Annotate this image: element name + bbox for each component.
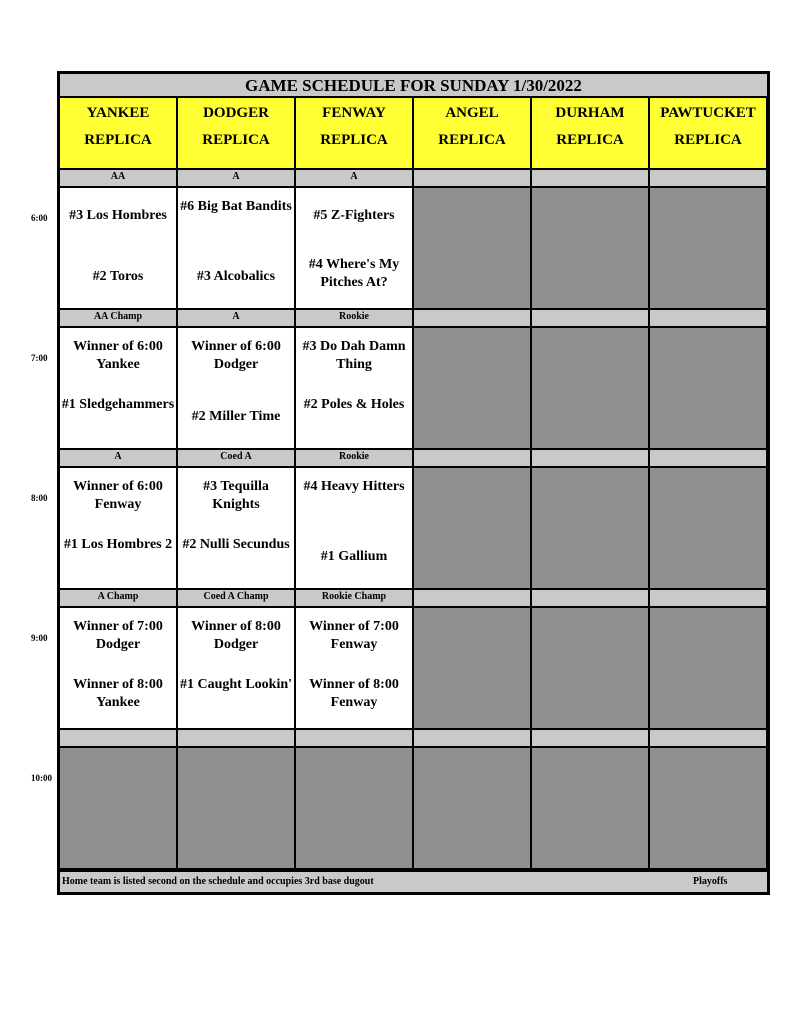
field-name: ANGEL	[445, 105, 499, 121]
division-label: AA	[58, 168, 178, 188]
game-cell	[58, 606, 178, 730]
visiting-team: #6 Big Bat Bandits	[180, 199, 292, 214]
empty-game-cell	[530, 606, 650, 730]
division-label	[648, 448, 768, 468]
schedule-footer	[60, 870, 767, 892]
division-label: A Champ	[58, 588, 178, 608]
field-header	[412, 96, 532, 170]
division-label	[412, 728, 532, 748]
division-label	[530, 588, 650, 608]
time-label: 9:00	[31, 633, 48, 643]
empty-game-cell	[412, 606, 532, 730]
division-label	[648, 728, 768, 748]
field-header	[176, 96, 296, 170]
game-cell	[176, 326, 296, 450]
division-label: A	[176, 308, 296, 328]
field-name: FENWAY	[322, 105, 386, 121]
home-team: #4 Where's My Pitches At?	[308, 257, 400, 290]
field-name: PAWTUCKET	[660, 105, 756, 121]
empty-game-cell	[648, 466, 768, 590]
field-subtitle: REPLICA	[674, 132, 742, 148]
game-cell	[176, 466, 296, 590]
time-label: 10:00	[31, 773, 52, 783]
field-subtitle: REPLICA	[556, 132, 624, 148]
empty-game-cell	[294, 746, 414, 870]
visiting-team: Winner of 7:00 Fenway	[309, 619, 399, 652]
visiting-team: #3 Tequilla Knights	[203, 479, 269, 512]
empty-game-cell	[648, 606, 768, 730]
division-label	[412, 448, 532, 468]
visiting-team: #3 Los Hombres	[69, 208, 167, 223]
home-team: #2 Poles & Holes	[303, 397, 405, 412]
game-cell	[58, 466, 178, 590]
visiting-team: #4 Heavy Hitters	[303, 479, 405, 494]
empty-game-cell	[530, 466, 650, 590]
division-label: Rookie Champ	[294, 588, 414, 608]
empty-game-cell	[176, 746, 296, 870]
empty-game-cell	[412, 466, 532, 590]
division-label	[412, 588, 532, 608]
playoffs-label: Playoffs	[693, 876, 728, 887]
division-label	[530, 448, 650, 468]
division-label	[648, 588, 768, 608]
time-label: 6:00	[31, 213, 48, 223]
game-cell	[294, 466, 414, 590]
visiting-team: #5 Z-Fighters	[313, 208, 395, 223]
visiting-team: Winner of 8:00 Dodger	[191, 619, 281, 652]
division-label: A	[176, 168, 296, 188]
visiting-team: #3 Do Dah Damn Thing	[302, 339, 406, 372]
field-subtitle: REPLICA	[320, 132, 388, 148]
empty-game-cell	[648, 746, 768, 870]
home-team: #3 Alcobalics	[196, 269, 276, 284]
game-cell	[176, 606, 296, 730]
visiting-team: Winner of 6:00 Dodger	[191, 339, 281, 372]
division-label	[530, 308, 650, 328]
division-label: A	[294, 168, 414, 188]
visiting-team: Winner of 6:00 Yankee	[73, 339, 163, 372]
field-name: DURHAM	[555, 105, 625, 121]
game-cell	[176, 186, 296, 310]
empty-game-cell	[412, 186, 532, 310]
division-label: Coed A	[176, 448, 296, 468]
home-team: #2 Nulli Secundus	[182, 537, 290, 552]
division-label: Rookie	[294, 308, 414, 328]
empty-game-cell	[412, 326, 532, 450]
empty-game-cell	[648, 326, 768, 450]
time-label: 8:00	[31, 493, 48, 503]
home-team: Winner of 8:00 Fenway	[309, 677, 399, 710]
division-label	[176, 728, 296, 748]
field-name: DODGER	[203, 105, 269, 121]
empty-game-cell	[648, 186, 768, 310]
schedule-sheet	[57, 71, 770, 895]
division-label	[412, 308, 532, 328]
field-header	[530, 96, 650, 170]
division-label	[530, 168, 650, 188]
division-label	[412, 168, 532, 188]
home-team: #1 Sledgehammers	[61, 397, 175, 412]
division-label	[648, 168, 768, 188]
field-subtitle: REPLICA	[84, 132, 152, 148]
empty-game-cell	[412, 746, 532, 870]
home-team-note: Home team is listed second on the schedule and occupies 3rd base dugout	[62, 876, 374, 887]
division-label	[648, 308, 768, 328]
empty-game-cell	[530, 326, 650, 450]
home-team: #1 Los Hombres 2	[63, 537, 173, 552]
visiting-team: Winner of 7:00 Dodger	[73, 619, 163, 652]
visiting-team: Winner of 6:00 Fenway	[73, 479, 163, 512]
game-cell	[294, 186, 414, 310]
field-header	[294, 96, 414, 170]
empty-game-cell	[530, 746, 650, 870]
game-cell	[58, 326, 178, 450]
home-team: #2 Miller Time	[191, 409, 281, 424]
division-label: Rookie	[294, 448, 414, 468]
field-subtitle: REPLICA	[438, 132, 506, 148]
field-name: YANKEE	[86, 105, 150, 121]
division-label	[58, 728, 178, 748]
empty-game-cell	[530, 186, 650, 310]
field-subtitle: REPLICA	[202, 132, 270, 148]
schedule-title: GAME SCHEDULE FOR SUNDAY 1/30/2022	[60, 74, 767, 100]
division-label	[530, 728, 650, 748]
home-team: #1 Gallium	[320, 549, 388, 564]
division-label	[294, 728, 414, 748]
empty-game-cell	[58, 746, 178, 870]
game-cell	[58, 186, 178, 310]
game-cell	[294, 326, 414, 450]
home-team: #1 Caught Lookin'	[179, 677, 293, 692]
home-team: #2 Toros	[92, 269, 144, 284]
division-label: Coed A Champ	[176, 588, 296, 608]
time-label: 7:00	[31, 353, 48, 363]
division-label: AA Champ	[58, 308, 178, 328]
game-cell	[294, 606, 414, 730]
field-header	[58, 96, 178, 170]
field-header	[648, 96, 768, 170]
home-team: Winner of 8:00 Yankee	[73, 677, 163, 710]
division-label: A	[58, 448, 178, 468]
